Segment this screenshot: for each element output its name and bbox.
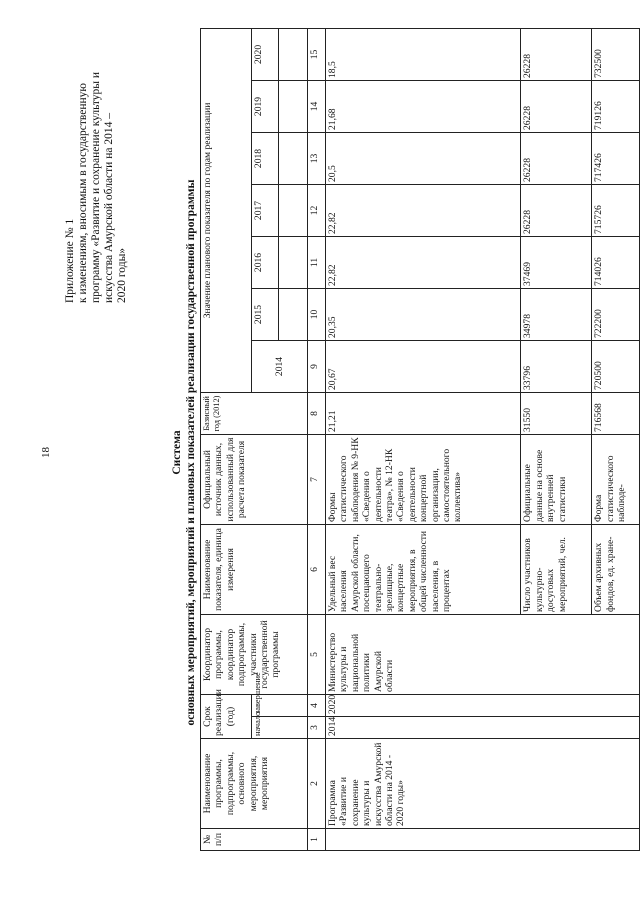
- indicator-cell: Объем архивных фондов, ед. хране-: [592, 524, 640, 614]
- col-number: 12: [307, 184, 326, 236]
- value-cell: 717426: [592, 132, 640, 184]
- indicator-cell: Число участников культурно-досуговых мероприятий, чел.: [521, 524, 592, 614]
- header-empty-cell: [279, 184, 307, 236]
- appendix-note: [64, 33, 129, 303]
- value-cell: 732500: [592, 28, 640, 80]
- header-num: № п/п: [201, 829, 308, 851]
- header-term-end: завершение: [252, 694, 307, 716]
- header-row: [201, 28, 252, 850]
- col-number: 9: [307, 340, 326, 392]
- col-number: 13: [307, 132, 326, 184]
- value-cell: 37469: [521, 236, 592, 288]
- source-cell: Форма статистического наблюде-: [592, 434, 640, 524]
- col-number: 3: [307, 717, 326, 739]
- value-cell: 722200: [592, 288, 640, 340]
- source-cell: Формы статистического наблюдения № 9-НК «Сведения о деятельности театра», № 12-НК «Сведения о деятельности концертной организации, самостоятельного коллектива»: [326, 434, 521, 524]
- header-empty-cell: [279, 132, 307, 184]
- title-line: основных мероприятий, мероприятий и плановых показателей реализации государственной программы: [185, 179, 197, 726]
- header-year: 2017: [252, 184, 279, 236]
- appendix-line: к изменениям, вносимым в государственную: [77, 83, 89, 303]
- col-number: 1: [307, 829, 326, 851]
- program-name: Программа «Развитие и сохранение культуры и искусства Амурской области на 2014 - 2020 годы»: [326, 739, 640, 829]
- header-year: 2020: [252, 28, 279, 80]
- header-empty-cell: [279, 236, 307, 288]
- value-cell: 714026: [592, 236, 640, 288]
- header-empty-cell: [279, 28, 307, 80]
- source-cell: Официальные данные на основе внутренней статистики: [521, 434, 592, 524]
- col-number: 14: [307, 80, 326, 132]
- value-cell: 26228: [521, 80, 592, 132]
- title-line: Система: [171, 430, 183, 475]
- value-cell: 20,67: [326, 340, 521, 392]
- table-row: [326, 28, 521, 850]
- program-end: 2020: [326, 694, 640, 716]
- program-coordinator: Министерство культуры и национальной политики Амурской области: [326, 614, 640, 694]
- value-cell: 34978: [521, 288, 592, 340]
- appendix-line: искусства Амурской области на 2014 –: [103, 113, 115, 303]
- value-cell: 22,82: [326, 236, 521, 288]
- col-number: 6: [307, 524, 326, 614]
- value-cell: 26228: [521, 28, 592, 80]
- value-cell: 20,5: [326, 132, 521, 184]
- value-cell: 20,35: [326, 288, 521, 340]
- value-cell: 33796: [521, 340, 592, 392]
- header-name: Наименование программы, подпрограммы, основного мероприятия, мероприятия: [201, 739, 308, 829]
- header-year: 2014: [252, 340, 307, 392]
- header-term-start: начало: [252, 717, 307, 739]
- header-term: Срок реализации (год): [201, 694, 252, 738]
- header-indicator: Наименование показателя, единица измерения: [201, 524, 308, 614]
- appendix-line: 2020 годы»: [116, 247, 128, 303]
- value-cell: 22,82: [326, 184, 521, 236]
- value-cell: 720500: [592, 340, 640, 392]
- appendix-line: Приложение № 1: [64, 218, 76, 303]
- col-number: 7: [307, 434, 326, 524]
- header-year: 2019: [252, 80, 279, 132]
- header-source: Официальный источник данных, использованный для расчета показателя: [201, 434, 308, 524]
- value-cell: 26228: [521, 132, 592, 184]
- col-number: 11: [307, 236, 326, 288]
- header-coordinator: Координатор программы, координатор подпрограммы, участники государственной программы: [201, 614, 308, 694]
- header-planned: Значение планового показателя по годам реализации: [201, 28, 252, 392]
- col-number: 15: [307, 28, 326, 80]
- value-cell: 715726: [592, 184, 640, 236]
- value-cell: 719126: [592, 80, 640, 132]
- program-num: [326, 829, 640, 851]
- appendix-line: программу «Развитие и сохранение культуры и: [90, 71, 102, 303]
- base-cell: 31550: [521, 392, 592, 434]
- col-number: 10: [307, 288, 326, 340]
- header-empty-cell: [279, 288, 307, 340]
- value-cell: 21,68: [326, 80, 521, 132]
- value-cell: 18,5: [326, 28, 521, 80]
- value-cell: 26228: [521, 184, 592, 236]
- header-empty-cell: [279, 80, 307, 132]
- document-title: [170, 40, 198, 865]
- header-year: 2015: [252, 288, 279, 340]
- program-start: 2014: [326, 717, 640, 739]
- indicators-table: [200, 28, 640, 851]
- column-number-row: [307, 28, 326, 850]
- base-cell: 716568: [592, 392, 640, 434]
- base-cell: 21,21: [326, 392, 521, 434]
- col-number: 5: [307, 614, 326, 694]
- col-number: 8: [307, 392, 326, 434]
- col-number: 4: [307, 694, 326, 716]
- header-year: 2018: [252, 132, 279, 184]
- col-number: 2: [307, 739, 326, 829]
- header-year: 2016: [252, 236, 279, 288]
- indicator-cell: Удельный вес населения Амурской области, посещающего театрально-зрелищные, концертные мероприятия, в общей численности населения, в процентах: [326, 524, 521, 614]
- header-base: Базисный год (2012): [201, 392, 308, 434]
- page-number: 18: [40, 447, 52, 458]
